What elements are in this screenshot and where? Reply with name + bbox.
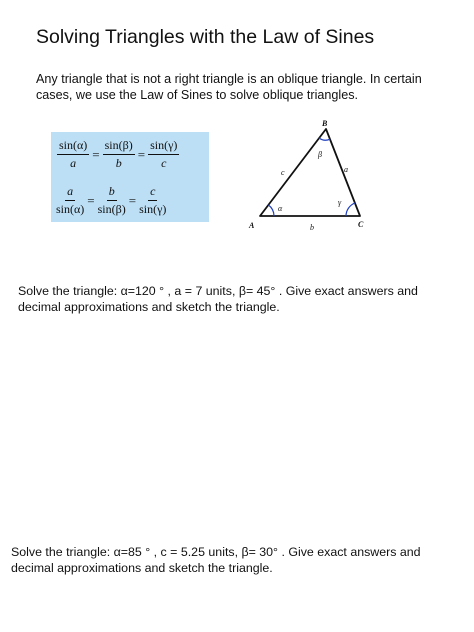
oblique-triangle-diagram bbox=[236, 112, 376, 236]
angle-arc-alpha bbox=[269, 205, 275, 216]
angle-arc-beta bbox=[319, 138, 330, 140]
fraction-a-over-sin-alpha: $\frac{a}{\sin(\alpha)}$ bbox=[56, 184, 85, 216]
fraction-sin-alpha-over-a: $\frac{\sin(\alpha)}{a}$ bbox=[59, 138, 88, 170]
side-label-c: c bbox=[281, 168, 285, 177]
equals-sign: = bbox=[128, 192, 137, 208]
angle-label-gamma: γ bbox=[338, 198, 342, 207]
fraction-sin-beta-over-b: $\frac{\sin(\beta)}{b}$ bbox=[104, 138, 133, 170]
fraction-c-over-sin-gamma: $\frac{c}{\sin(\gamma)}$ bbox=[139, 184, 167, 216]
fraction-sin-gamma-over-c: $\frac{\sin(\gamma)}{c}$ bbox=[150, 138, 178, 170]
angle-label-beta: β bbox=[318, 150, 322, 159]
formula-row-sines-over-sides bbox=[57, 138, 215, 171]
equals-sign: = bbox=[92, 146, 100, 162]
angle-arc-gamma bbox=[346, 203, 355, 216]
angle-label-alpha: α bbox=[278, 204, 283, 213]
page-title: Solving Triangles with the Law of Sines bbox=[36, 26, 375, 48]
law-of-sines-formula-box bbox=[51, 132, 209, 222]
intro-text: Any triangle that is not a right triangle is an oblique triangle. In certain cases, we use the Law of Sines to solve oblique triangles. bbox=[36, 72, 422, 102]
formula-row-sides-over-sines bbox=[56, 184, 214, 217]
vertex-label-a: A bbox=[249, 221, 255, 230]
problem-2-text: Solve the triangle: α=85 ° , c = 5.25 units, β= 30° . Give exact answers and decimal approximations and sketch the triangle. bbox=[11, 545, 421, 575]
vertex-label-b: B bbox=[322, 119, 328, 128]
problem-1-text: Solve the triangle: α=120 ° , a = 7 units, β= 45° . Give exact answers and decimal approximations and sketch the triangle. bbox=[18, 284, 418, 314]
equals-sign: = bbox=[137, 146, 146, 162]
equals-sign: = bbox=[87, 192, 95, 208]
vertex-label-c: C bbox=[358, 220, 364, 229]
fraction-b-over-sin-beta: $\frac{b}{\sin(\beta)}$ bbox=[97, 184, 126, 216]
side-label-a: a bbox=[344, 165, 348, 174]
side-label-b: b bbox=[310, 223, 314, 232]
